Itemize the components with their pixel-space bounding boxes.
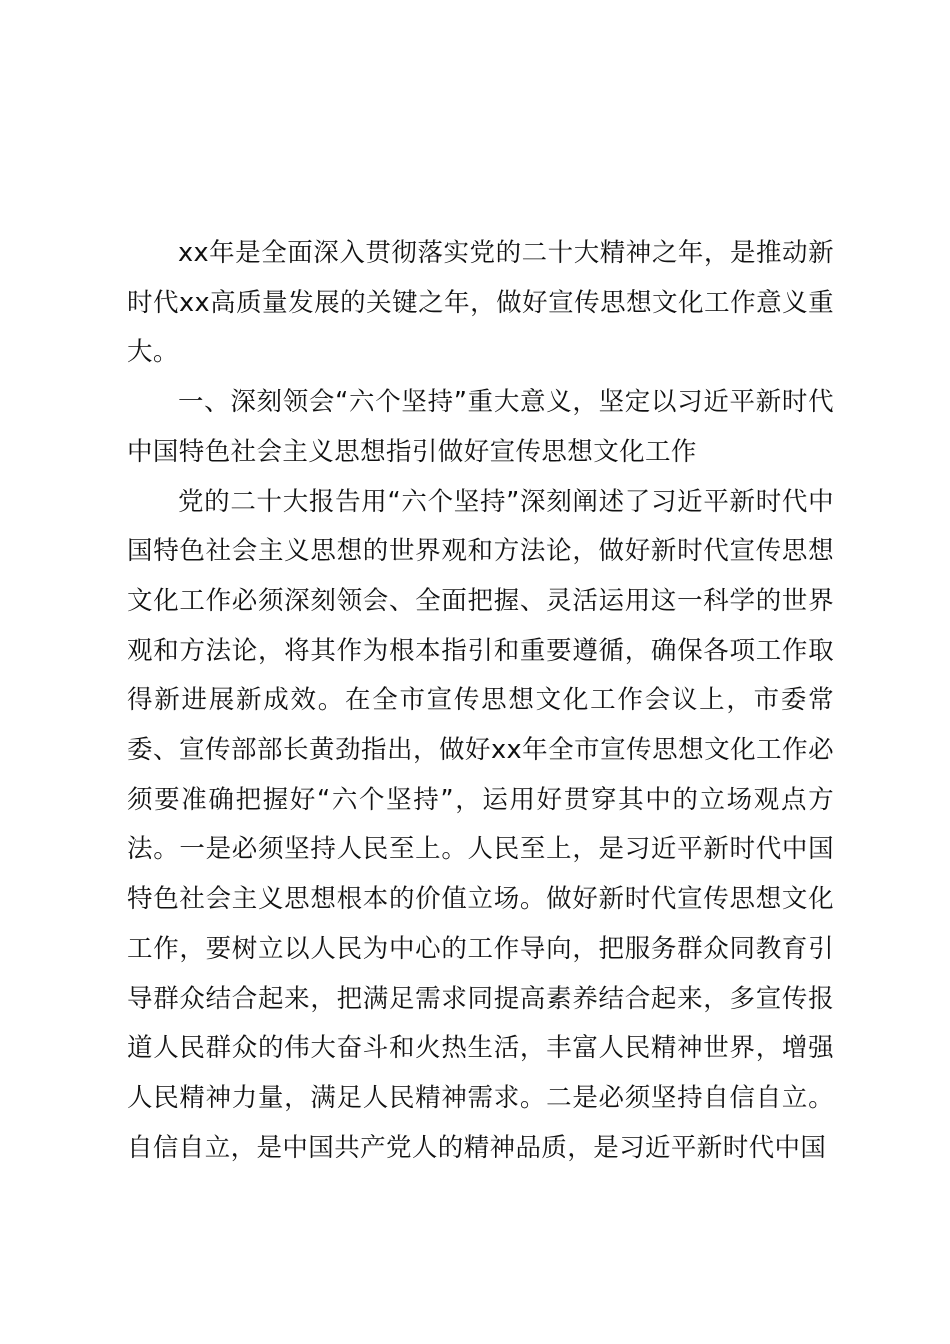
- body-paragraph: 党的二十大报告用“六个坚持”深刻阐述了习近平新时代中国特色社会主义思想的世界观和方法论，做好新时代宣传思想文化工作必须深刻领会、全面把握、灵活运用这一科学的世界观和方法论，将其作为根本指引和重要遵循，确保各项工作取得新进展新成效。在全市宣传思想文化工作会议上，市委常委、宣传部部长黄劲指出，做好xx年全市宣传思想文化工作必须要准确把握好“六个坚持”，运用好贯穿其中的立场观点方法。一是必须坚持人民至上。人民至上，是习近平新时代中国特色社会主义思想根本的价值立场。做好新时代宣传思想文化工作，要树立以人民为中心的工作导向，把服务群众同教育引导群众结合起来，把满足需求同提高素养结合起来，多宣传报道人民群众的伟大奋斗和火热生活，丰富人民精神世界，增强人民精神力量，满足人民精神需求。二是必须坚持自信自立。自信自立，是中国共产党人的精神品质，是习近平新时代中国: [127, 486, 834, 1163]
- section-heading: 一、深刻领会“六个坚持”重大意义，坚定以习近平新时代中国特色社会主义思想指引做好宣传思想文化工作: [127, 387, 834, 467]
- document-body: [127, 229, 834, 1173]
- intro-paragraph: xx年是全面深入贯彻落实党的二十大精神之年，是推动新时代xx高质量发展的关键之年，做好宣传思想文化工作意义重大。: [127, 238, 834, 368]
